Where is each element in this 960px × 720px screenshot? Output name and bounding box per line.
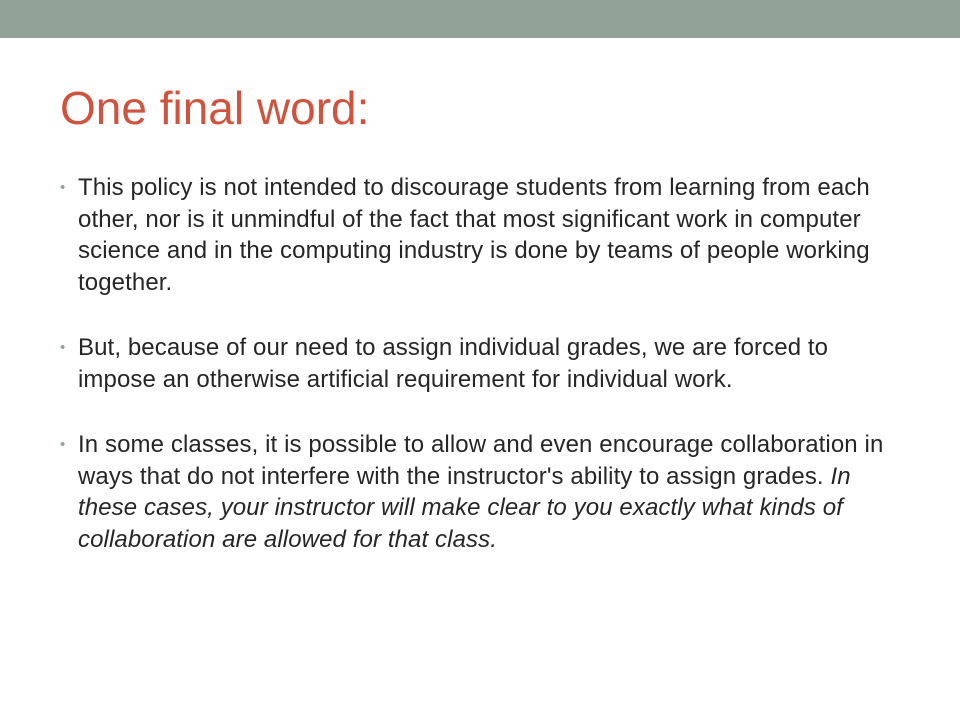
bullet-icon: • bbox=[60, 339, 66, 356]
bullet-text: But, because of our need to assign individual grades, we are forced to impose an otherwise artificial requirement for individual work. bbox=[78, 334, 829, 393]
bullet-text: In some classes, it is possible to allow and even encourage collaboration in ways that do not interfere with the instructor's ability to assign grades. bbox=[78, 431, 884, 490]
top-accent-bar bbox=[0, 0, 960, 38]
bullet-item-3 bbox=[60, 429, 900, 555]
bullet-text-italic: In these cases, your instructor will make clear to you exactly what kinds of collaboration are allowed for that class. bbox=[78, 462, 851, 553]
slide-title: One final word: bbox=[60, 82, 370, 134]
bullet-text: This policy is not intended to discourage students from learning from each other, nor is it unmindful of the fact that most significant work in computer science and in the computing industry is done by teams of people working together. bbox=[78, 174, 870, 296]
bullet-item-2 bbox=[60, 332, 900, 395]
bullet-icon: • bbox=[60, 179, 66, 196]
bullet-list bbox=[60, 172, 900, 589]
bullet-item-1 bbox=[60, 172, 900, 298]
bullet-icon: • bbox=[60, 436, 66, 453]
